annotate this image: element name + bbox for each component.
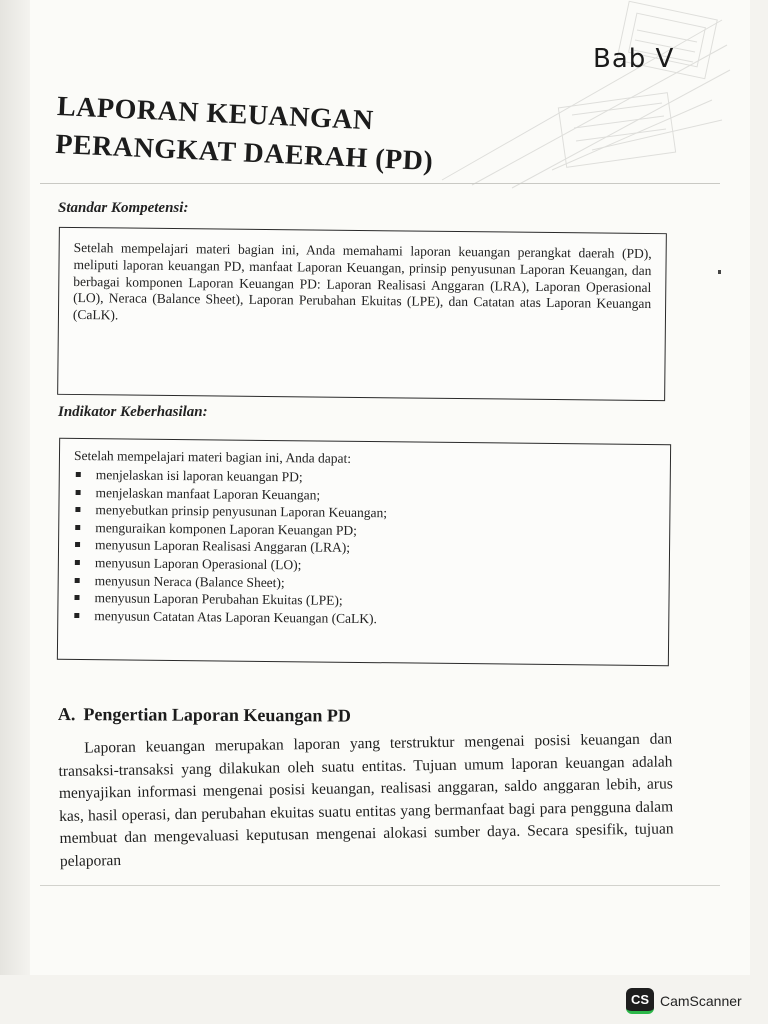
- bullet-icon: [75, 578, 80, 583]
- bottom-divider: [40, 885, 720, 886]
- bullet-icon: [75, 525, 80, 530]
- bullet-icon: [75, 560, 80, 565]
- chapter-title-line-2: PERANGKAT DAERAH (PD): [54, 128, 434, 178]
- list-item: menyusun Catatan Atas Laporan Keuangan (CaLK).: [72, 607, 668, 631]
- list-item: menyusun Laporan Operasional (LO);: [73, 554, 669, 578]
- list-item: menguraikan komponen Laporan Keuangan PD;: [73, 519, 669, 543]
- standar-kompetensi-label: Standar Kompetensi:: [58, 200, 189, 216]
- bullet-icon: [76, 472, 81, 477]
- decorative-background-lines: [432, 0, 732, 190]
- camscanner-watermark: [626, 988, 742, 1014]
- scan-speck: [718, 270, 721, 274]
- title-divider: [40, 183, 720, 184]
- camscanner-label: CamScanner: [660, 993, 742, 1009]
- bullet-icon: [74, 613, 79, 618]
- indikator-keberhasilan-box: [57, 438, 671, 666]
- list-item: menyusun Laporan Perubahan Ekuitas (LPE);: [72, 589, 668, 613]
- indikator-intro: Setelah mempelajari materi bagian ini, Anda dapat:: [73, 447, 352, 466]
- scan-edge-shadow: [0, 0, 30, 975]
- chapter-label: Bab V: [593, 44, 675, 74]
- list-item: menyusun Laporan Realisasi Anggaran (LRA);: [73, 536, 669, 560]
- standar-kompetensi-box: [57, 227, 667, 401]
- bullet-icon: [75, 542, 80, 547]
- standar-kompetensi-text: Setelah mempelajari materi bagian ini, Anda memahami laporan keuangan perangkat daerah (PD), meliputi laporan keuangan PD, manfaat Laporan Keuangan, prinsip penyusunan Laporan Keuangan, dan berbagai komponen Laporan Keuangan PD: Laporan Realisasi Anggaran (LRA), Laporan Operasional (LO), Neraca (Balance Sheet), Laporan Perubahan Ekuitas (LPE), dan Catatan atas Laporan Keuangan (CaLK).: [72, 239, 652, 323]
- bullet-icon: [74, 595, 79, 600]
- bullet-icon: [75, 507, 80, 512]
- indikator-keberhasilan-label: Indikator Keberhasilan:: [58, 404, 208, 420]
- list-item: menyebutkan prinsip penyusunan Laporan Keuangan;: [73, 501, 669, 525]
- bullet-icon: [76, 490, 81, 495]
- section-heading: [58, 704, 351, 727]
- list-item: menjelaskan manfaat Laporan Keuangan;: [74, 484, 670, 508]
- section-paragraph: Laporan keuangan merupakan laporan yang terstruktur mengenai posisi keuangan dan transaksi-transaksi yang dilakukan oleh suatu entitas. Tujuan umum laporan keuangan adalah menyajikan informasi mengenai posisi keuangan, realisasi anggaran, saldo anggaran lebih, arus kas, hasil operasi, dan perubahan ekuitas suatu entitas yang bermanfaat bagi para pengguna dalam membuat dan mengevaluasi keputusan mengenai alokasi sumber daya. Secara spesifik, tujuan pelaporan: [58, 730, 674, 870]
- section-heading-text: Pengertian Laporan Keuangan PD: [83, 704, 352, 726]
- list-item: menyusun Neraca (Balance Sheet);: [73, 572, 669, 596]
- camscanner-logo-icon: CS: [626, 988, 654, 1014]
- section-letter: A.: [57, 704, 76, 725]
- indikator-list: [58, 466, 670, 631]
- chapter-title-line-1: LAPORAN KEUANGAN: [56, 90, 375, 137]
- list-item: menjelaskan isi laporan keuangan PD;: [74, 466, 670, 490]
